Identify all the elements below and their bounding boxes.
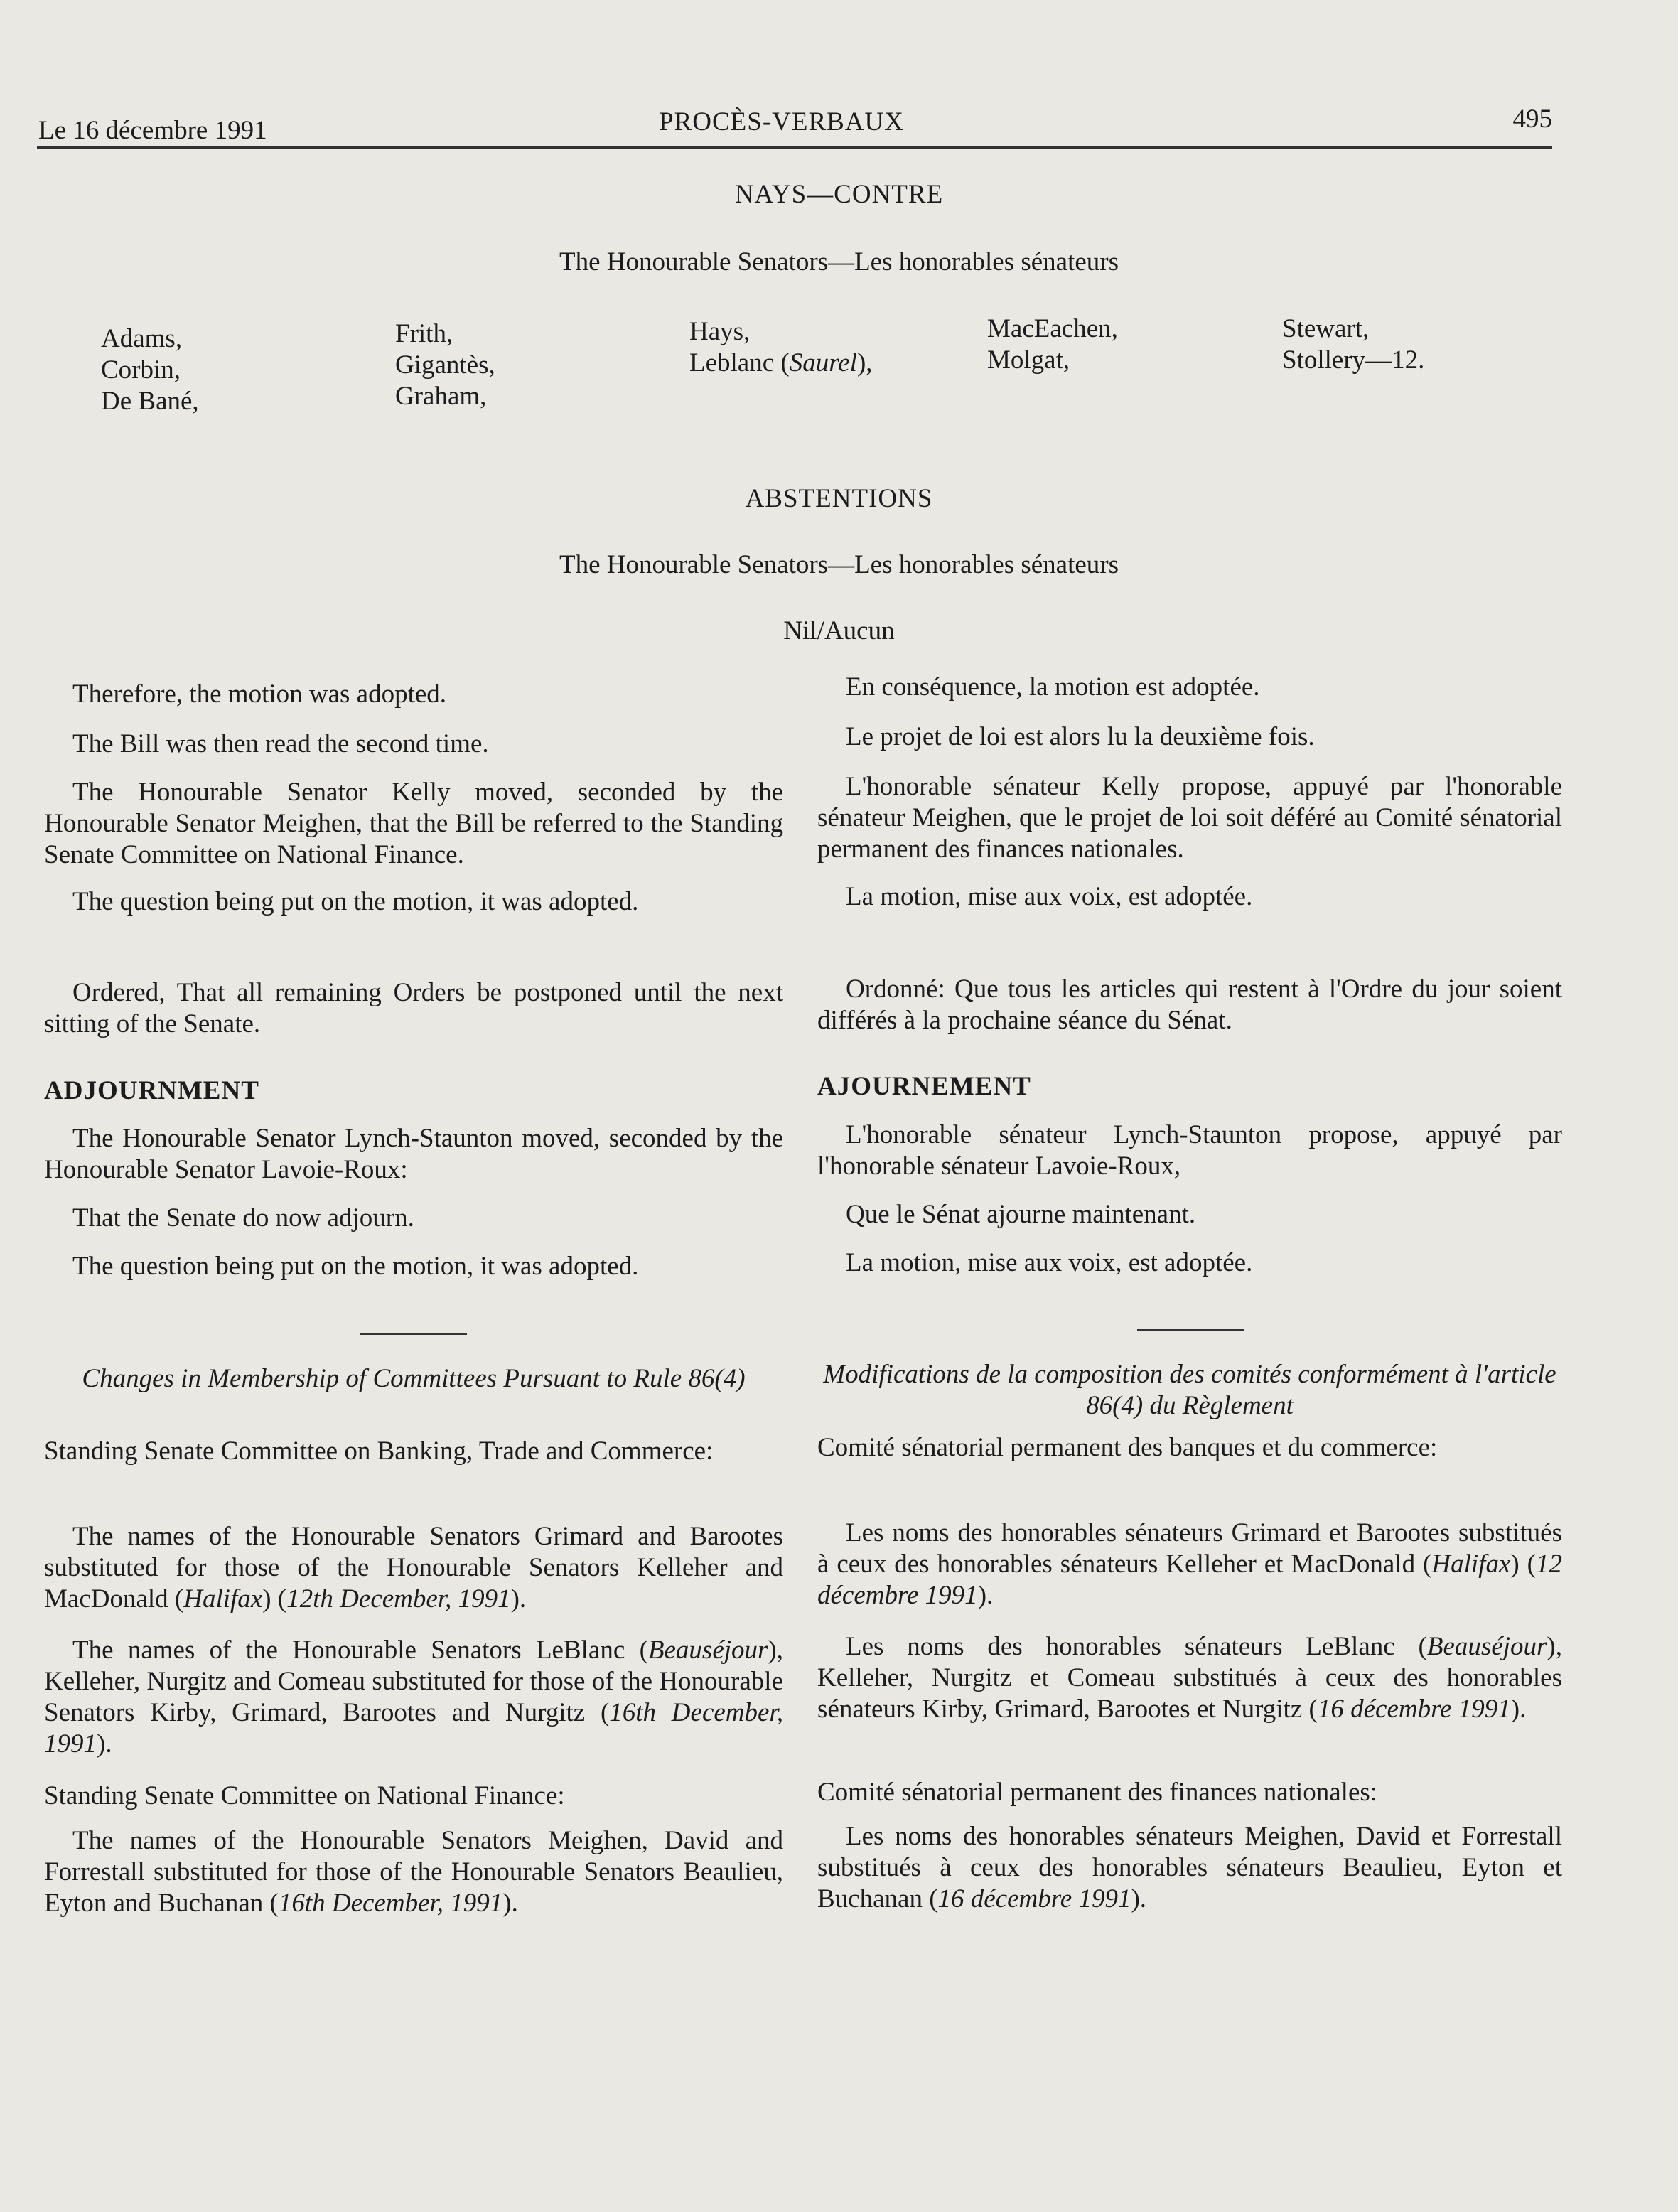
senator-column-5	[1282, 313, 1424, 376]
nays-heading: NAYS—CONTRE	[734, 180, 944, 209]
senator-name: Gigantès,	[395, 350, 495, 380]
paragraph: Que le Sénat ajourne maintenant.	[846, 1200, 1196, 1229]
paragraph: Ordered, That all remaining Orders be postponed until the next sitting of the Senate.	[44, 978, 783, 1038]
senator-name: MacEachen,	[987, 314, 1118, 343]
senator-name: Graham,	[395, 382, 487, 411]
paragraph: The question being put on the motion, it was adopted.	[72, 887, 639, 916]
abstentions-value: Nil/Aucun	[783, 616, 895, 645]
paragraph: En conséquence, la motion est adoptée.	[846, 672, 1260, 702]
committee-name: Standing Senate Committee on National Finance:	[44, 1781, 565, 1810]
senator-column-2	[395, 318, 495, 412]
header-date: Le 16 décembre 1991	[38, 116, 267, 145]
page-number: 495	[1512, 104, 1552, 134]
changes-heading: Changes in Membership of Committees Pursuant to Rule 86(4)	[82, 1364, 746, 1393]
senator-name: Molgat,	[987, 345, 1070, 375]
paragraph: La motion, mise aux voix, est adoptée.	[846, 882, 1253, 911]
senator-name: Frith,	[395, 319, 453, 348]
paragraph: Les noms des honorables sénateurs Meighen, David et Forrestall substitués à ceux des honorables sénateurs Beaulieu, Eyton et Buchanan (16 décembre 1991).	[817, 1822, 1562, 1913]
paragraph: The Bill was then read the second time.	[72, 729, 489, 758]
paragraph: The names of the Honourable Senators Grimard and Barootes substituted for those of the Honourable Senators Kelleher and MacDonald (Halifax) (12th December, 1991).	[44, 1522, 783, 1614]
senator-name: Leblanc (Saurel),	[689, 348, 873, 377]
senator-column-3	[689, 316, 873, 379]
senator-column-4	[987, 313, 1118, 376]
paragraph: The question being put on the motion, it was adopted.	[72, 1252, 639, 1281]
paragraph: Le projet de loi est alors lu la deuxième fois.	[846, 722, 1315, 751]
section-divider	[360, 1333, 467, 1335]
adjournment-heading: ADJOURNMENT	[44, 1076, 259, 1105]
section-divider	[1137, 1329, 1244, 1331]
paragraph: The names of the Honourable Senators Meighen, David and Forrestall substituted for those of the Honourable Senators Beaulieu, Eyton and Buchanan (16th December, 1991).	[44, 1826, 783, 1918]
senator-name: Corbin,	[101, 355, 181, 385]
paragraph: L'honorable sénateur Lynch-Staunton propose, appuyé par l'honorable sénateur Lavoie-Roux,	[817, 1120, 1562, 1181]
paragraph: The names of the Honourable Senators LeBlanc (Beauséjour), Kelleher, Nurgitz and Comeau substituted for those of the Honourable Senators Kirby, Grimard, Barootes and Nurgitz (16th December, 1991).	[44, 1636, 783, 1759]
paragraph: Les noms des honorables sénateurs Grimard et Barootes substitués à ceux des honorables sénateurs Kelleher et MacDonald (Halifax) (12 décembre 1991).	[817, 1518, 1562, 1610]
paragraph: Therefore, the motion was adopted.	[72, 680, 447, 709]
senator-name: De Bané,	[101, 387, 199, 416]
adjournment-heading: AJOURNEMENT	[817, 1072, 1031, 1101]
changes-heading: Modifications de la composition des comités conformément à l'article 86(4) du Règlement	[823, 1360, 1556, 1420]
abstentions-heading: ABSTENTIONS	[745, 484, 933, 513]
paragraph: Les noms des honorables sénateurs LeBlanc (Beauséjour), Kelleher, Nurgitz et Comeau substitués à ceux des honorables sénateurs Kirby, Grimard, Barootes et Nurgitz (16 décembre 1991).	[817, 1632, 1562, 1724]
senators-heading: The Honourable Senators—Les honorables sénateurs	[559, 247, 1119, 276]
senator-name: Hays,	[689, 317, 751, 346]
committee-name: Comité sénatorial permanent des finances nationales:	[817, 1778, 1378, 1807]
running-header	[37, 104, 1552, 149]
paragraph: The Honourable Senator Kelly moved, seconded by the Honourable Senator Meighen, that the Bill be referred to the Standing Senate Committee on National Finance.	[44, 778, 783, 869]
paragraph: La motion, mise aux voix, est adoptée.	[846, 1248, 1253, 1277]
senator-name: Adams,	[101, 324, 183, 353]
abstentions-senators-heading: The Honourable Senators—Les honorables sénateurs	[559, 550, 1119, 579]
paragraph: Ordonné: Que tous les articles qui restent à l'Ordre du jour soient différés à la prochaine séance du Sénat.	[817, 975, 1562, 1035]
paragraph: That the Senate do now adjourn.	[72, 1203, 414, 1233]
senator-name: Stewart,	[1282, 314, 1370, 343]
committee-name: Standing Senate Committee on Banking, Trade and Commerce:	[44, 1437, 714, 1466]
senator-column-1	[101, 323, 199, 417]
paragraph: L'honorable sénateur Kelly propose, appuyé par l'honorable sénateur Meighen, que le projet de loi soit déféré au Comité sénatorial permanent des finances nationales.	[817, 772, 1562, 864]
senator-name: Stollery—12.	[1282, 345, 1425, 375]
header-title: PROCÈS-VERBAUX	[659, 107, 904, 136]
committee-name: Comité sénatorial permanent des banques et du commerce:	[817, 1433, 1438, 1462]
paragraph: The Honourable Senator Lynch-Staunton moved, seconded by the Honourable Senator Lavoie-Roux:	[44, 1124, 783, 1184]
